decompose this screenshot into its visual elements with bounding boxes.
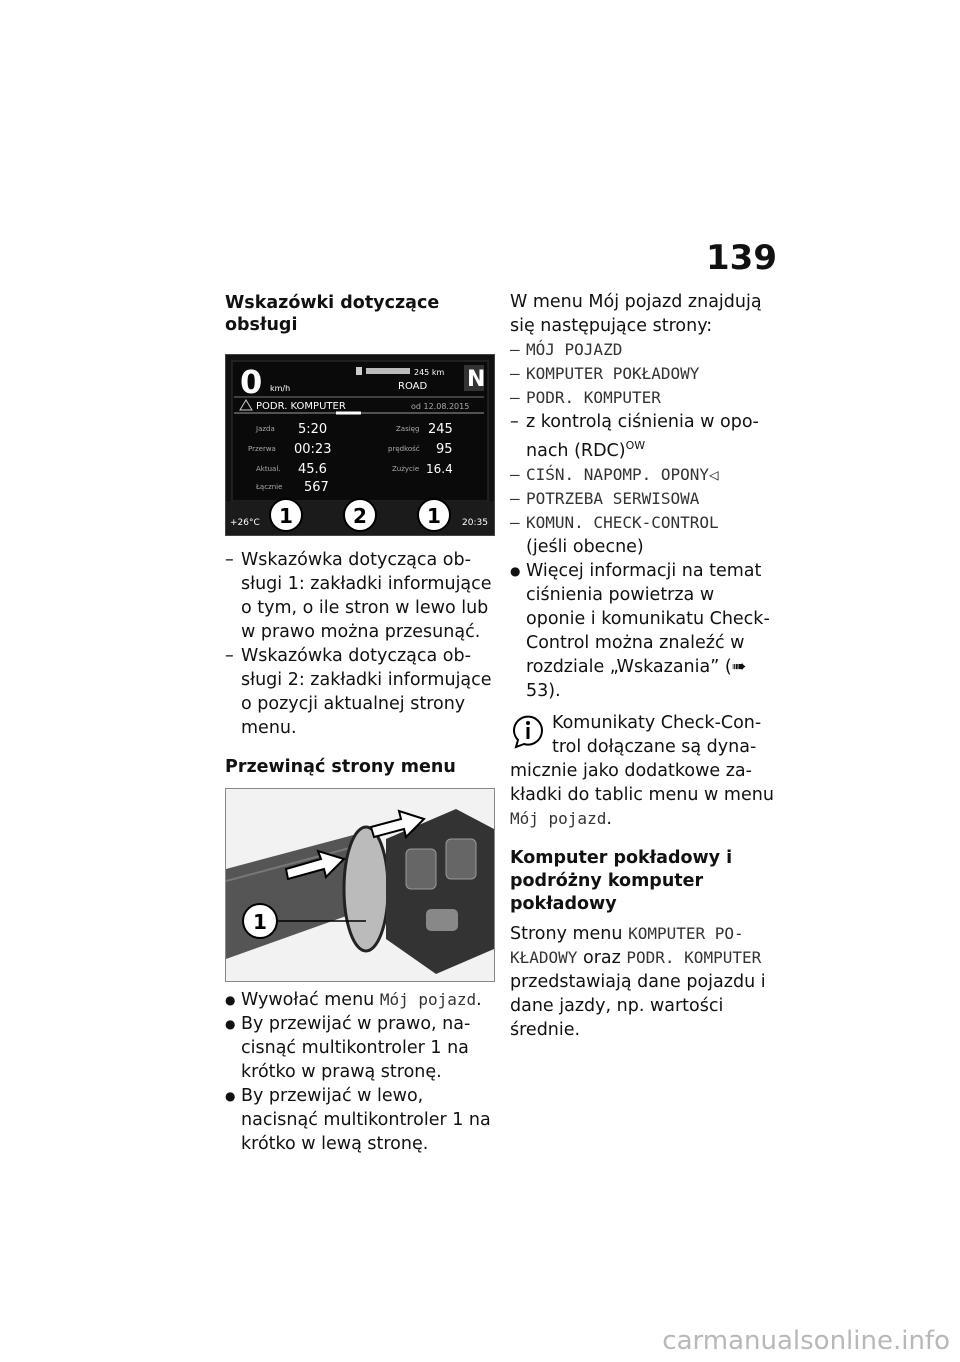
step-3: ● By przewijać w lewo, nacisnąć multikontroler 1 na krótko w lewą stronę. — [225, 1084, 495, 1156]
handlebar-illustration — [226, 789, 494, 981]
callout-1-left: 1 — [279, 504, 293, 528]
step-1: ● Wywołać menu Mój pojazd. — [225, 988, 495, 1012]
page-item-rdc: – z kontrolą ciśnienia w oponach (RDC)$^{OW}$ — [510, 410, 778, 463]
page-item-1: – MÓJ POJAZD — [510, 338, 778, 362]
value-current: 45.6 — [298, 462, 327, 477]
heading-operating-tips: Wskazówki dotyczące obsługi — [225, 293, 440, 335]
label-riding: Jazda — [256, 425, 275, 433]
label-consumption: Zużycie — [392, 465, 420, 473]
step-2: ● By przewijać w prawo, nacisnąć multikontroler 1 na krótko w prawą stronę. — [225, 1012, 495, 1084]
callout-multicontroller: 1 — [253, 910, 267, 934]
gear-indicator: N — [467, 367, 486, 392]
label-range: Zasięg — [396, 425, 420, 433]
page-item-5: – POTRZEBA SERWISOWA — [510, 487, 778, 511]
dashboard-figure — [225, 354, 495, 536]
trip-date: od 12.08.2015 — [411, 402, 470, 411]
ride-mode: ROAD — [398, 381, 428, 392]
label-speed: prędkość — [388, 445, 420, 453]
label-total: Łącznie — [256, 483, 283, 491]
tip-1: – Wskazówka dotycząca obsługi 1: zakładki informujące o tym, o ile stron w lewo lub w prawo można przesunąć. — [225, 548, 495, 644]
label-current: Aktual. — [256, 465, 281, 473]
page-item-3: – PODR. KOMPUTER — [510, 386, 778, 410]
more-info: ● Więcej informacji na temat ciśnienia powietrza w oponie i komunikatu Check-Control można znaleźć w rozdziale „Wskazania” (➠ 53). — [510, 559, 778, 703]
value-riding: 5:20 — [298, 422, 328, 437]
menu-title: PODR. KOMPUTER — [256, 401, 346, 412]
range-top: 245 km — [414, 368, 445, 377]
heading-scroll-pages: Przewinąć strony menu — [225, 757, 456, 777]
watermark: carmanualsonline.info — [662, 1326, 950, 1356]
heading-onboard-computer: Komputer pokładowy i podróżny komputer pokładowy — [510, 847, 733, 914]
right-column — [510, 290, 778, 1042]
value-consumption: 16.4 — [426, 462, 453, 476]
handlebar-figure — [225, 788, 495, 982]
page-item-4: – CIŚN. NAPOMP. OPONY◁ — [510, 463, 778, 487]
value-total: 567 — [304, 480, 329, 495]
info-icon — [510, 713, 546, 749]
page-number: 139 — [706, 238, 777, 278]
value-range: 245 — [428, 422, 453, 437]
onboard-computer-text: Strony menu KOMPUTER POKŁADOWY oraz PODR. KOMPUTER przedstawiają dane pojazdu i dane jazdy, np. wartości średnie. — [510, 923, 766, 1040]
speed-unit: km/h — [270, 384, 291, 393]
callout-1-right: 1 — [427, 504, 441, 528]
speed-value: 0 — [240, 363, 263, 401]
intro-text: W menu Mój pojazd znajdują się następujące strony: — [510, 292, 762, 336]
if-present-note: (jeśli obecne) — [526, 536, 644, 557]
left-column — [225, 290, 495, 1156]
info-note: Komunikaty Check-Control dołączane są dynamicznie jako dodatkowe zakładki do tablic menu w menu Mój pojazd. — [510, 712, 774, 829]
callout-2: 2 — [353, 504, 367, 528]
page-item-6: – KOMUN. CHECK-CONTROL — [510, 511, 778, 535]
tip-2: – Wskazówka dotycząca obsługi 2: zakładki informujące o pozycji aktualnej strony menu. — [225, 644, 495, 740]
value-speed: 95 — [436, 442, 453, 457]
callouts — [270, 499, 450, 531]
label-break: Przerwa — [248, 445, 276, 453]
clock: 20:35 — [462, 518, 488, 528]
temperature: +26°C — [230, 518, 260, 528]
value-break: 00:23 — [294, 442, 332, 457]
page-item-2: – KOMPUTER POKŁADOWY — [510, 362, 778, 386]
dashboard-display — [226, 355, 494, 535]
